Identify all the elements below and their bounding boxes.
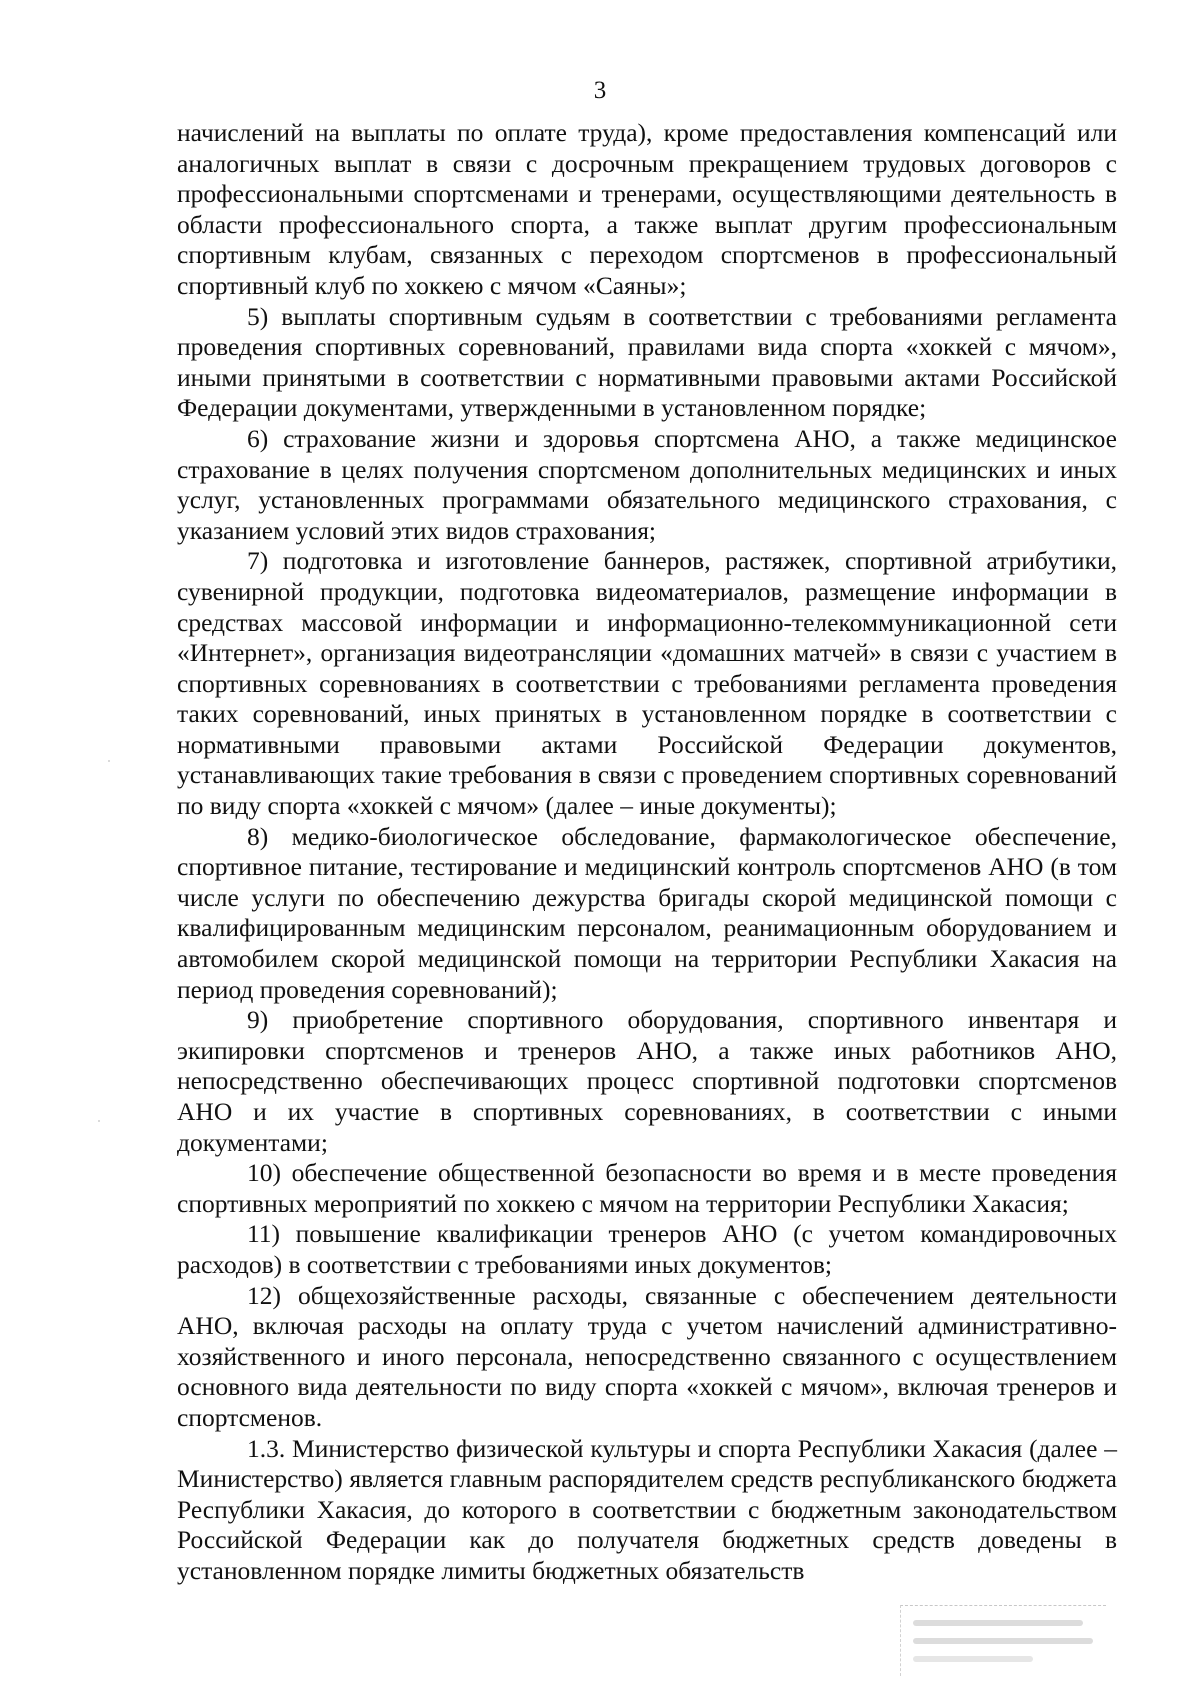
paragraph-continuation: начислений на выплаты по оплате труда), кроме предоставления компенсаций или аналогичных выплат в связи с досрочным прекращением трудовых договоров с профессиональными спортсменами и тренерами, осуществляющими деятельность в области профессионального спорта, а также выплат другим профессиональным спортивным клубам, связанных с переходом спортсменов в профессиональный спортивный клуб по хоккею с мячом «Саяны»; (177, 118, 1117, 300)
paragraph-item-5: 5) выплаты спортивным судьям в соответствии с требованиями регламента проведения спортивных соревнований, правилами вида спорта «хоккей с мячом», иными принятыми в соответствии с нормативными правовыми актами Российской Федерации документами, утвержденными в установленном порядке; (177, 301, 1117, 423)
paragraph-item-10: 10) обеспечение общественной безопасности во время и в месте проведения спортивных мероприятий по хоккею с мячом на территории Республики Хакасия; (177, 1158, 1117, 1218)
paragraph-item-8: 8) медико-биологическое обследование, фармакологическое обеспечение, спортивное питание, тестирование и медицинский контроль спортсменов АНО (в том числе услуги по обеспечению дежурства бригады скорой медицинской помощи с квалифицированным медицинским персоналом, реанимационным оборудованием и автомобилем скорой медицинской помощи на территории Республики Хакасия на период проведения соревнований); (177, 821, 1117, 1004)
document-body (177, 118, 1117, 1587)
stamp-smudge-line (913, 1656, 1033, 1662)
stamp-smudge-line (913, 1620, 1083, 1626)
scan-speck (98, 1120, 100, 1122)
stamp-smudge-line (913, 1638, 1093, 1644)
paragraph-section-1-3: 1.3. Министерство физической культуры и спорта Республики Хакасия (далее – Министерство) является главным распорядителем средств республиканского бюджета Республики Хакасия, до которого в соответствии с бюджетным законодательством Российской Федерации как до получателя бюджетных средств доведены в установленном порядке лимиты бюджетных обязательств (177, 1433, 1117, 1585)
paragraph-item-11: 11) повышение квалификации тренеров АНО (с учетом командировочных расходов) в соответствии с требованиями иных документов; (177, 1219, 1117, 1279)
scan-speck (108, 760, 110, 762)
paragraph-item-6: 6) страхование жизни и здоровья спортсмена АНО, а также медицинское страхование в целях получения спортсменом дополнительных медицинских и иных услуг, установленных программами обязательного медицинского страхования, с указанием условий этих видов страхования; (177, 423, 1117, 545)
paragraph-item-9: 9) приобретение спортивного оборудования, спортивного инвентаря и экипировки спортсменов и тренеров АНО, а также иных работников АНО, непосредственно обеспечивающих процесс спортивной подготовки спортсменов АНО и их участие в спортивных соревнованиях, в соответствии с иными документами; (177, 1005, 1117, 1157)
faint-stamp (900, 1605, 1106, 1676)
paragraph-item-12: 12) общехозяйственные расходы, связанные с обеспечением деятельности АНО, включая расходы на оплату труда с учетом начислений административно-хозяйственного и иного персонала, непосредственно связанного с осуществлением основного вида деятельности по виду спорта «хоккей с мячом», включая тренеров и спортсменов. (177, 1280, 1117, 1432)
page-number: 3 (593, 77, 607, 104)
paragraph-item-7: 7) подготовка и изготовление баннеров, растяжек, спортивной атрибутики, сувенирной продукции, подготовка видеоматериалов, размещение информации в средствах массовой информации и информационно-телекоммуникационной сети «Интернет», организация видеотрансляции «домашних матчей» в связи с участием в спортивных соревнованиях в соответствии с требованиями регламента проведения таких соревнований, иных принятых в установленном порядке в соответствии с нормативными правовыми актами Российской Федерации документов, устанавливающих такие требования в связи с проведением спортивных соревнований по виду спорта «хоккей с мячом» (далее – иные документы); (177, 546, 1117, 821)
